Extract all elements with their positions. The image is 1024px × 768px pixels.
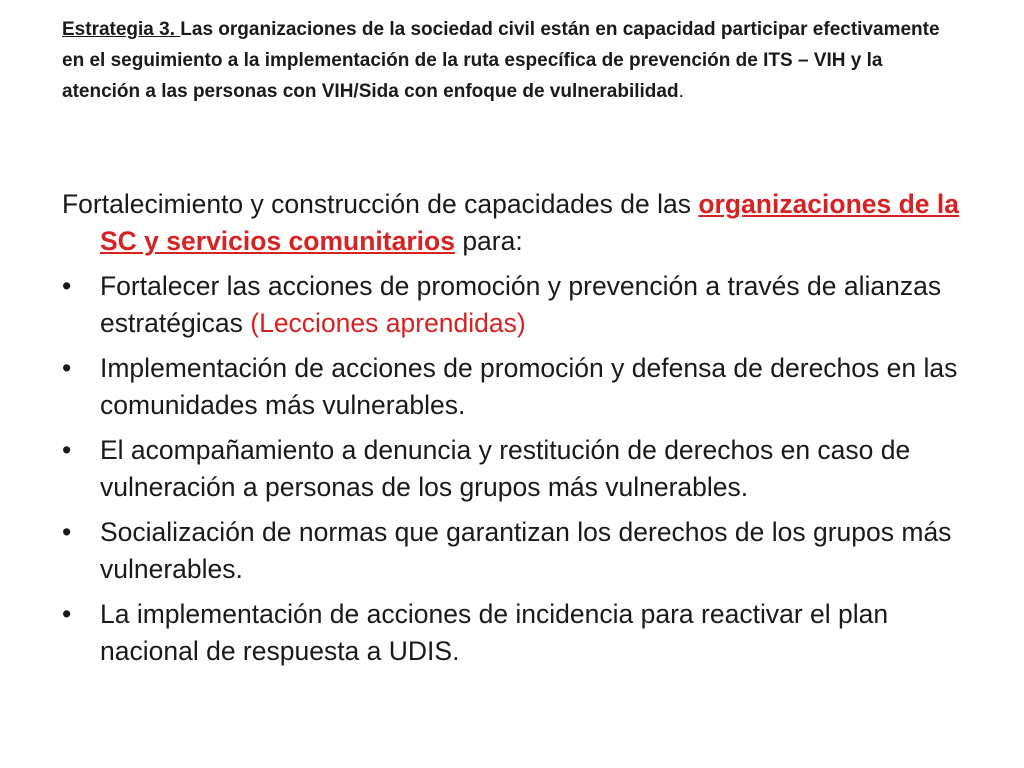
bullet-note: (Lecciones aprendidas) bbox=[250, 308, 526, 338]
intro-text: Fortalecimiento y construcción de capacidades de las bbox=[62, 189, 699, 219]
bullet-item bbox=[62, 432, 962, 506]
strategy-end-punct: . bbox=[678, 81, 684, 102]
bullet-item bbox=[62, 350, 962, 424]
strategy-text: Las organizaciones de la sociedad civil están en capacidad participar efectivamente en el seguimiento a la implementación de la ruta específica de prevención de ITS – VIH y la atención a las personas con VIH/Sida con enfoque de vulnerabilidad bbox=[62, 19, 940, 102]
intro-after: para: bbox=[454, 226, 523, 256]
bullet-item bbox=[62, 514, 962, 588]
bullet-text: La implementación de acciones de incidencia para reactivar el plan nacional de respuesta a UDIS. bbox=[100, 599, 889, 666]
strategy-label: Estrategia 3. bbox=[62, 19, 181, 40]
bullet-item bbox=[62, 596, 962, 670]
bullet-text: Implementación de acciones de promoción y defensa de derechos en las comunidades más vulnerables. bbox=[100, 353, 958, 420]
bullet-text: Socialización de normas que garantizan los derechos de los grupos más vulnerables. bbox=[100, 517, 952, 584]
intro-highlight: organizaciones de la SC y servicios comunitarios bbox=[100, 189, 960, 256]
bullet-text: El acompañamiento a denuncia y restitución de derechos en caso de vulneración a personas de los grupos más vulnerables. bbox=[100, 435, 911, 502]
bullet-icon: • bbox=[62, 435, 72, 465]
bullet-icon: • bbox=[62, 353, 72, 383]
bullet-text: Fortalecer las acciones de promoción y prevención a través de alianzas estratégicas bbox=[100, 271, 942, 338]
intro-paragraph bbox=[62, 186, 962, 260]
bullet-icon: • bbox=[62, 599, 72, 629]
bullet-item bbox=[62, 268, 962, 342]
slide-body bbox=[62, 186, 962, 678]
strategy-header bbox=[62, 14, 962, 107]
bullet-icon: • bbox=[62, 517, 72, 547]
bullet-icon: • bbox=[62, 271, 72, 301]
